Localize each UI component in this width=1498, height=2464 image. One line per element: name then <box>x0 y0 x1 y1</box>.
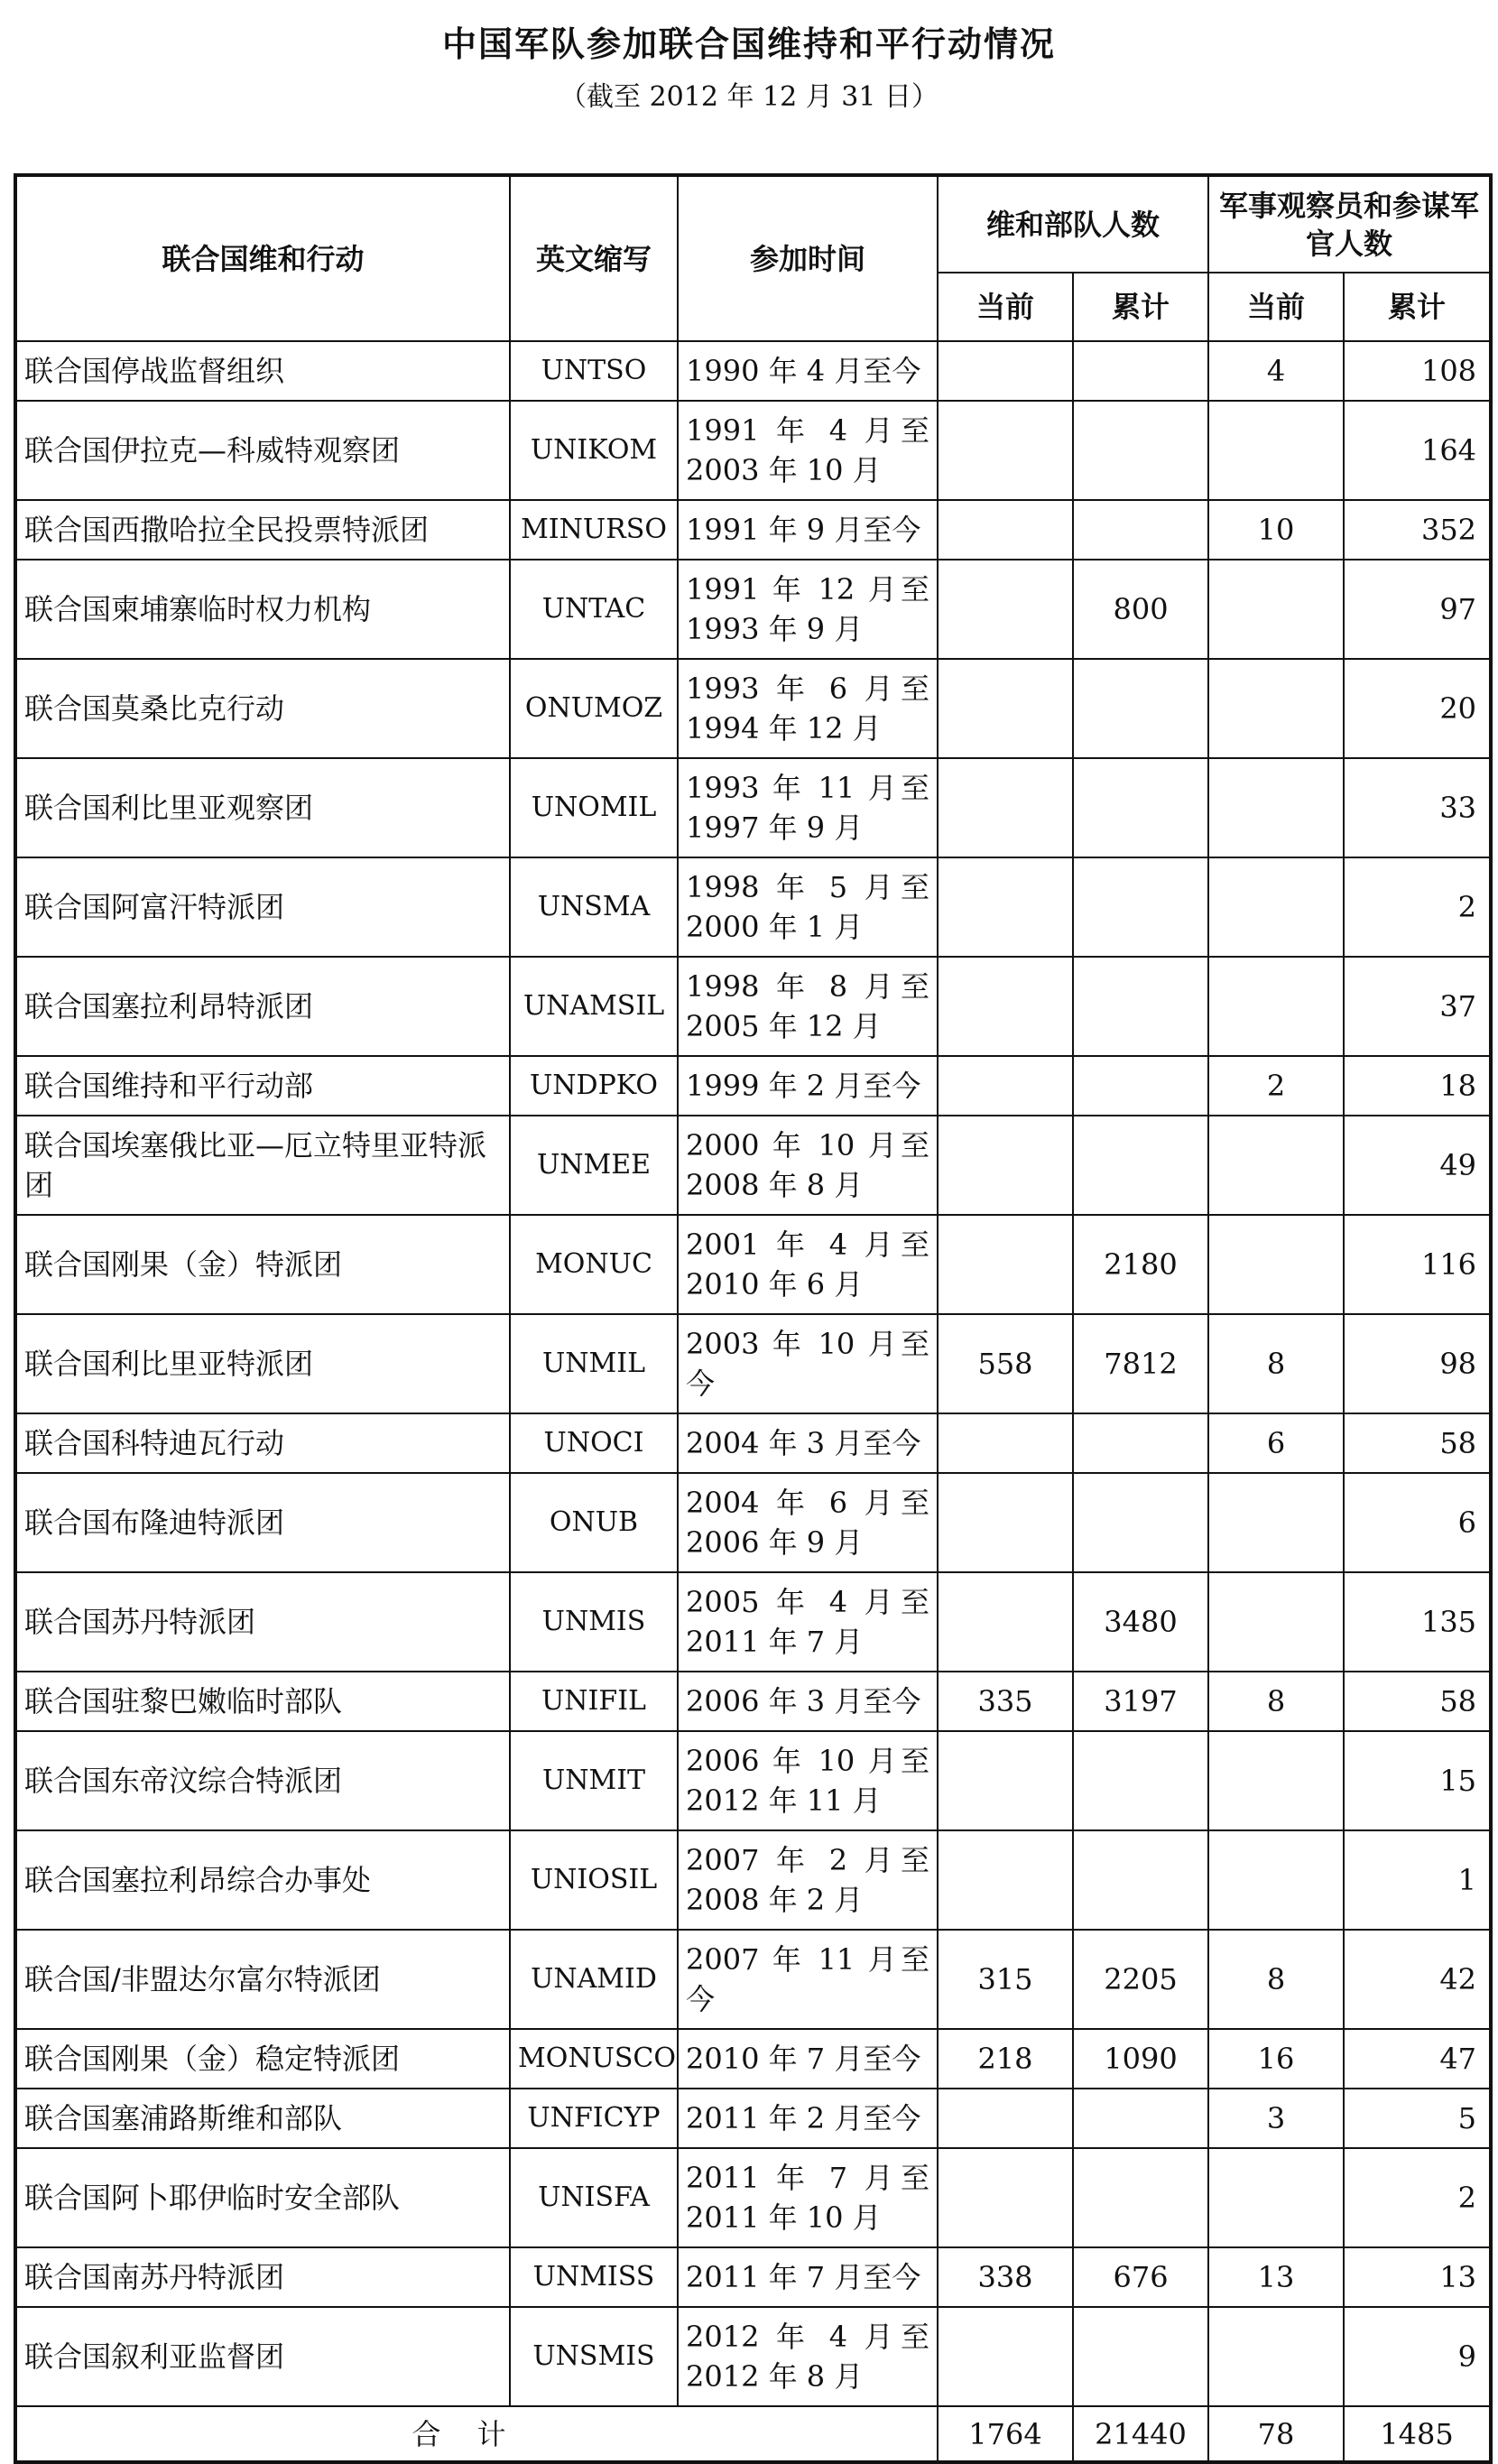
cell-troops-cumulative <box>1073 659 1208 758</box>
cell-troops-current <box>938 1572 1073 1672</box>
cell-observers-current: 8 <box>1208 1672 1344 1731</box>
cell-observers-current: 8 <box>1208 1930 1344 2029</box>
cell-time: 2007 年 11 月至今 <box>678 1930 938 2029</box>
cell-time: 2012 年 4 月至 2012 年 8 月 <box>678 2307 938 2406</box>
cell-observers-cumulative: 9 <box>1344 2307 1491 2406</box>
cell-troops-current <box>938 1473 1073 1572</box>
cell-abbr: UNMEE <box>510 1116 678 1215</box>
cell-time: 2005 年 4 月至 2011 年 7 月 <box>678 1572 938 1672</box>
cell-troops-cumulative <box>1073 1731 1208 1830</box>
cell-troops-cumulative: 7812 <box>1073 1314 1208 1413</box>
cell-observers-current: 4 <box>1208 341 1344 401</box>
table-row <box>15 2247 1491 2307</box>
cell-troops-current <box>938 1830 1073 1930</box>
cell-observers-current <box>1208 1572 1344 1672</box>
cell-troops-current <box>938 2148 1073 2247</box>
cell-observers-current <box>1208 1116 1344 1215</box>
cell-operation: 联合国西撒哈拉全民投票特派团 <box>15 500 510 560</box>
cell-operation: 联合国/非盟达尔富尔特派团 <box>15 1930 510 2029</box>
cell-time: 2011 年 2 月至今 <box>678 2089 938 2148</box>
table-row <box>15 1215 1491 1314</box>
cell-time: 2001 年 4 月至 2010 年 6 月 <box>678 1215 938 1314</box>
peacekeeping-table <box>14 173 1493 2464</box>
cell-troops-cumulative <box>1073 341 1208 401</box>
cell-observers-current <box>1208 659 1344 758</box>
cell-troops-current <box>938 341 1073 401</box>
cell-troops-current <box>938 401 1073 500</box>
cell-observers-cumulative: 20 <box>1344 659 1491 758</box>
cell-troops-current: 558 <box>938 1314 1073 1413</box>
total-row <box>15 2406 1491 2462</box>
cell-troops-current: 335 <box>938 1672 1073 1731</box>
table-row <box>15 1930 1491 2029</box>
cell-abbr: UNOCI <box>510 1413 678 1473</box>
cell-troops-cumulative: 676 <box>1073 2247 1208 2307</box>
cell-troops-current: 338 <box>938 2247 1073 2307</box>
cell-troops-cumulative: 2205 <box>1073 1930 1208 2029</box>
cell-observers-cumulative: 97 <box>1344 560 1491 659</box>
table-row <box>15 560 1491 659</box>
cell-observers-current <box>1208 857 1344 957</box>
cell-troops-cumulative: 800 <box>1073 560 1208 659</box>
cell-abbr: UNAMSIL <box>510 957 678 1056</box>
table-row <box>15 857 1491 957</box>
cell-operation: 联合国科特迪瓦行动 <box>15 1413 510 1473</box>
cell-abbr: UNIOSIL <box>510 1830 678 1930</box>
cell-troops-cumulative: 3197 <box>1073 1672 1208 1731</box>
cell-observers-current <box>1208 560 1344 659</box>
cell-observers-current: 10 <box>1208 500 1344 560</box>
cell-operation: 联合国布隆迪特派团 <box>15 1473 510 1572</box>
cell-time: 1990 年 4 月至今 <box>678 341 938 401</box>
cell-troops-current <box>938 500 1073 560</box>
cell-abbr: ONUMOZ <box>510 659 678 758</box>
cell-abbr: UNMIL <box>510 1314 678 1413</box>
cell-troops-current <box>938 2089 1073 2148</box>
cell-troops-cumulative <box>1073 2307 1208 2406</box>
cell-troops-current <box>938 659 1073 758</box>
table-row <box>15 2029 1491 2089</box>
cell-operation: 联合国阿富汗特派团 <box>15 857 510 957</box>
cell-abbr: ONUB <box>510 1473 678 1572</box>
cell-troops-cumulative <box>1073 2089 1208 2148</box>
cell-abbr: UNISFA <box>510 2148 678 2247</box>
cell-time: 2011 年 7 月至今 <box>678 2247 938 2307</box>
cell-operation: 联合国南苏丹特派团 <box>15 2247 510 2307</box>
cell-abbr: UNSMIS <box>510 2307 678 2406</box>
header-operation: 联合国维和行动 <box>15 175 510 341</box>
cell-time: 2004 年 6 月至 2006 年 9 月 <box>678 1473 938 1572</box>
cell-abbr: UNMIS <box>510 1572 678 1672</box>
table-row <box>15 2307 1491 2406</box>
cell-operation: 联合国停战监督组织 <box>15 341 510 401</box>
cell-troops-cumulative <box>1073 1473 1208 1572</box>
header-troops-cumulative: 累计 <box>1073 273 1208 341</box>
cell-troops-current <box>938 1731 1073 1830</box>
cell-observers-cumulative: 6 <box>1344 1473 1491 1572</box>
cell-time: 2010 年 7 月至今 <box>678 2029 938 2089</box>
cell-abbr: UNFICYP <box>510 2089 678 2148</box>
cell-troops-current <box>938 857 1073 957</box>
cell-time: 1998 年 5 月至 2000 年 1 月 <box>678 857 938 957</box>
table-row <box>15 401 1491 500</box>
cell-observers-current <box>1208 2307 1344 2406</box>
cell-operation: 联合国塞拉利昂综合办事处 <box>15 1830 510 1930</box>
cell-observers-cumulative: 49 <box>1344 1116 1491 1215</box>
cell-operation: 联合国埃塞俄比亚—厄立特里亚特派团 <box>15 1116 510 1215</box>
cell-operation: 联合国叙利亚监督团 <box>15 2307 510 2406</box>
cell-observers-cumulative: 352 <box>1344 500 1491 560</box>
cell-observers-current <box>1208 957 1344 1056</box>
cell-troops-current: 315 <box>938 1930 1073 2029</box>
cell-time: 1993 年 6 月至 1994 年 12 月 <box>678 659 938 758</box>
cell-operation: 联合国驻黎巴嫩临时部队 <box>15 1672 510 1731</box>
cell-observers-cumulative: 2 <box>1344 2148 1491 2247</box>
table-row <box>15 1056 1491 1116</box>
cell-operation: 联合国柬埔寨临时权力机构 <box>15 560 510 659</box>
cell-troops-current <box>938 758 1073 857</box>
cell-troops-cumulative <box>1073 500 1208 560</box>
cell-observers-current <box>1208 1215 1344 1314</box>
cell-time: 1991 年 12 月至 1993 年 9 月 <box>678 560 938 659</box>
cell-troops-cumulative <box>1073 401 1208 500</box>
cell-operation: 联合国莫桑比克行动 <box>15 659 510 758</box>
cell-abbr: UNTSO <box>510 341 678 401</box>
cell-time: 2006 年 3 月至今 <box>678 1672 938 1731</box>
cell-troops-cumulative <box>1073 1116 1208 1215</box>
table-row <box>15 758 1491 857</box>
cell-troops-cumulative <box>1073 2148 1208 2247</box>
total-troops-current: 1764 <box>938 2406 1073 2462</box>
cell-observers-cumulative: 15 <box>1344 1731 1491 1830</box>
cell-observers-current <box>1208 2148 1344 2247</box>
cell-observers-cumulative: 135 <box>1344 1572 1491 1672</box>
cell-observers-current: 2 <box>1208 1056 1344 1116</box>
cell-time: 1998 年 8 月至 2005 年 12 月 <box>678 957 938 1056</box>
header-observers: 军事观察员和参谋军官人数 <box>1208 175 1491 273</box>
table-row <box>15 1413 1491 1473</box>
cell-observers-current: 6 <box>1208 1413 1344 1473</box>
cell-troops-cumulative: 1090 <box>1073 2029 1208 2089</box>
table-body <box>15 341 1491 2406</box>
header-observers-cumulative: 累计 <box>1344 273 1491 341</box>
cell-troops-current <box>938 1116 1073 1215</box>
cell-troops-current <box>938 1056 1073 1116</box>
cell-troops-current <box>938 2307 1073 2406</box>
cell-observers-cumulative: 1 <box>1344 1830 1491 1930</box>
cell-time: 2011 年 7 月至 2011 年 10 月 <box>678 2148 938 2247</box>
cell-observers-current <box>1208 1473 1344 1572</box>
cell-time: 2006 年 10 月至 2012 年 11 月 <box>678 1731 938 1830</box>
cell-time: 2007 年 2 月至 2008 年 2 月 <box>678 1830 938 1930</box>
table-row <box>15 1672 1491 1731</box>
cell-time: 2003 年 10 月至今 <box>678 1314 938 1413</box>
cell-abbr: UNAMID <box>510 1930 678 2029</box>
cell-observers-cumulative: 37 <box>1344 957 1491 1056</box>
cell-troops-cumulative <box>1073 857 1208 957</box>
table-row <box>15 1473 1491 1572</box>
cell-observers-current <box>1208 1830 1344 1930</box>
cell-abbr: UNOMIL <box>510 758 678 857</box>
cell-observers-current <box>1208 401 1344 500</box>
cell-observers-cumulative: 13 <box>1344 2247 1491 2307</box>
cell-troops-cumulative <box>1073 1056 1208 1116</box>
cell-observers-current: 16 <box>1208 2029 1344 2089</box>
header-row-1 <box>15 175 1491 273</box>
cell-troops-current: 218 <box>938 2029 1073 2089</box>
cell-operation: 联合国东帝汶综合特派团 <box>15 1731 510 1830</box>
cell-abbr: MONUC <box>510 1215 678 1314</box>
cell-troops-cumulative <box>1073 1830 1208 1930</box>
cell-troops-cumulative <box>1073 1413 1208 1473</box>
table-row <box>15 957 1491 1056</box>
header-troops: 维和部队人数 <box>938 175 1208 273</box>
cell-troops-cumulative <box>1073 957 1208 1056</box>
table-row <box>15 1572 1491 1672</box>
header-troops-current: 当前 <box>938 273 1073 341</box>
table-row <box>15 659 1491 758</box>
total-troops-cumulative: 21440 <box>1073 2406 1208 2462</box>
cell-observers-cumulative: 164 <box>1344 401 1491 500</box>
cell-operation: 联合国阿卜耶伊临时安全部队 <box>15 2148 510 2247</box>
cell-abbr: UNTAC <box>510 560 678 659</box>
cell-troops-current <box>938 957 1073 1056</box>
header-abbr: 英文缩写 <box>510 175 678 341</box>
table-row <box>15 1314 1491 1413</box>
cell-abbr: UNSMA <box>510 857 678 957</box>
cell-abbr: UNIFIL <box>510 1672 678 1731</box>
cell-time: 1991 年 4 月至 2003 年 10 月 <box>678 401 938 500</box>
cell-abbr: UNMISS <box>510 2247 678 2307</box>
cell-abbr: UNDPKO <box>510 1056 678 1116</box>
cell-time: 1991 年 9 月至今 <box>678 500 938 560</box>
cell-observers-cumulative: 5 <box>1344 2089 1491 2148</box>
cell-observers-current: 8 <box>1208 1314 1344 1413</box>
cell-observers-current: 3 <box>1208 2089 1344 2148</box>
cell-troops-cumulative: 3480 <box>1073 1572 1208 1672</box>
page-title: 中国军队参加联合国维持和平行动情况 <box>441 24 1056 64</box>
cell-abbr: UNMIT <box>510 1731 678 1830</box>
cell-observers-cumulative: 58 <box>1344 1413 1491 1473</box>
cell-time: 2000 年 10 月至 2008 年 8 月 <box>678 1116 938 1215</box>
cell-observers-cumulative: 58 <box>1344 1672 1491 1731</box>
cell-operation: 联合国维持和平行动部 <box>15 1056 510 1116</box>
cell-operation: 联合国塞拉利昂特派团 <box>15 957 510 1056</box>
cell-operation: 联合国刚果（金）特派团 <box>15 1215 510 1314</box>
cell-abbr: MONUSCO <box>510 2029 678 2089</box>
cell-abbr: UNIKOM <box>510 401 678 500</box>
cell-observers-current: 13 <box>1208 2247 1344 2307</box>
cell-observers-cumulative: 47 <box>1344 2029 1491 2089</box>
cell-operation: 联合国利比里亚特派团 <box>15 1314 510 1413</box>
cell-observers-cumulative: 33 <box>1344 758 1491 857</box>
cell-observers-cumulative: 116 <box>1344 1215 1491 1314</box>
cell-operation: 联合国苏丹特派团 <box>15 1572 510 1672</box>
page-subtitle: （截至 2012 年 12 月 31 日） <box>559 81 939 113</box>
total-observers-current: 78 <box>1208 2406 1344 2462</box>
header-time: 参加时间 <box>678 175 938 341</box>
cell-operation: 联合国刚果（金）稳定特派团 <box>15 2029 510 2089</box>
cell-time: 1993 年 11 月至 1997 年 9 月 <box>678 758 938 857</box>
table-row <box>15 500 1491 560</box>
table-row <box>15 1731 1491 1830</box>
cell-time: 2004 年 3 月至今 <box>678 1413 938 1473</box>
cell-observers-cumulative: 108 <box>1344 341 1491 401</box>
cell-operation: 联合国利比里亚观察团 <box>15 758 510 857</box>
cell-troops-cumulative <box>1073 758 1208 857</box>
header-observers-current: 当前 <box>1208 273 1344 341</box>
table-row <box>15 1116 1491 1215</box>
table-row <box>15 341 1491 401</box>
total-observers-cumulative: 1485 <box>1344 2406 1491 2462</box>
cell-observers-cumulative: 2 <box>1344 857 1491 957</box>
cell-observers-cumulative: 18 <box>1344 1056 1491 1116</box>
table-row <box>15 2148 1491 2247</box>
total-label: 合计 <box>15 2406 938 2462</box>
cell-observers-current <box>1208 1731 1344 1830</box>
cell-time: 1999 年 2 月至今 <box>678 1056 938 1116</box>
cell-abbr: MINURSO <box>510 500 678 560</box>
table-row <box>15 1830 1491 1930</box>
cell-operation: 联合国塞浦路斯维和部队 <box>15 2089 510 2148</box>
cell-observers-cumulative: 98 <box>1344 1314 1491 1413</box>
table-row <box>15 2089 1491 2148</box>
cell-observers-cumulative: 42 <box>1344 1930 1491 2029</box>
cell-troops-current <box>938 1413 1073 1473</box>
cell-operation: 联合国伊拉克—科威特观察团 <box>15 401 510 500</box>
cell-troops-current <box>938 560 1073 659</box>
cell-observers-current <box>1208 758 1344 857</box>
cell-troops-current <box>938 1215 1073 1314</box>
cell-troops-cumulative: 2180 <box>1073 1215 1208 1314</box>
